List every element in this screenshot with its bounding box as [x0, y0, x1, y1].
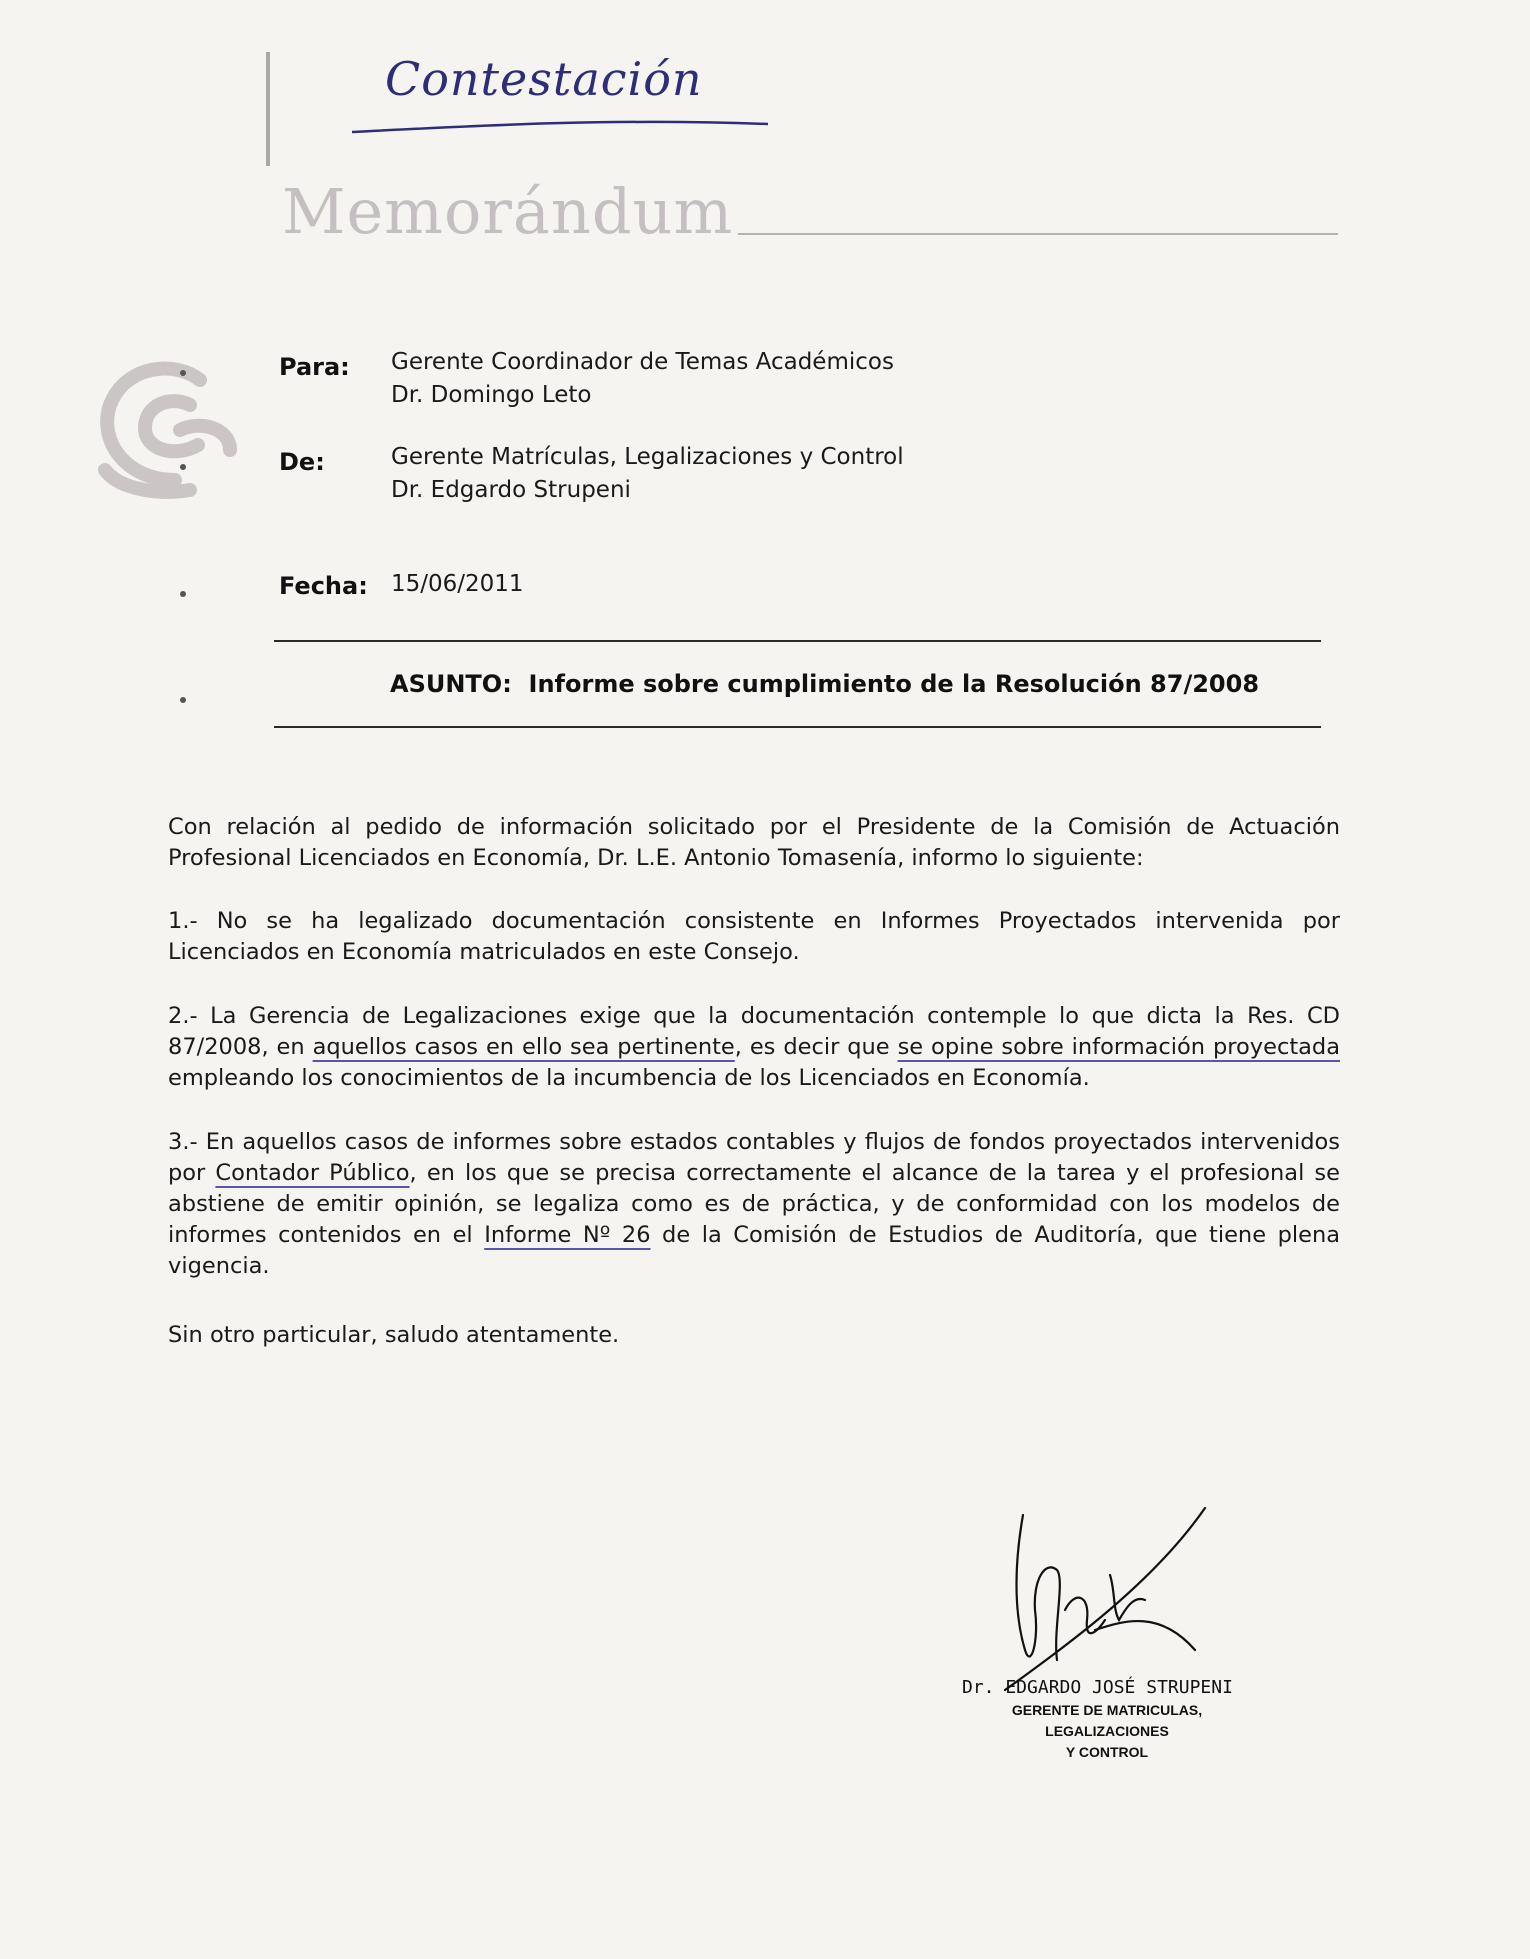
para-label: Para:: [279, 353, 350, 381]
margin-dot: [180, 591, 186, 597]
highlight-informe-26: Informe Nº 26: [484, 1222, 651, 1248]
de-line-1: Gerente Matrículas, Legalizaciones y Control: [391, 444, 904, 470]
asunto-bottom-rule: [274, 726, 1321, 728]
paragraph-3-text-b: , en los que se precisa correctamente el alcance de la tarea y el profesional se abstiene de emitir opinión, se legaliza como es de práctica, y de conformidad con los modelos de informes contenidos en el: [168, 1160, 1340, 1248]
institution-logo-icon: [80, 350, 250, 500]
signatory-title-line-1: GERENTE DE MATRICULAS, LEGALIZACIONES: [1011, 1702, 1203, 1739]
paragraph-3-text-c: de la Comisión de Estudios de Auditoría, que tiene plena vigencia.: [168, 1222, 1340, 1279]
de-label: De:: [279, 448, 325, 476]
margin-mark: [266, 52, 270, 166]
paragraph-2-text-a: 2.- La Gerencia de Legalizaciones exige que la documentación contemple lo que dicta la Res. CD 87/2008, en: [168, 1003, 1340, 1060]
paragraph-1: 1.- No se ha legalizado documentación consistente en Informes Proyectados intervenida por Licenciados en Economía matriculados en este Consejo.: [168, 908, 1340, 965]
paragraph-2-text-b: , es decir que: [734, 1034, 898, 1060]
highlight-contador-publico: Contador Público: [215, 1160, 410, 1186]
para-value: [391, 346, 894, 412]
paragraph-2: [168, 1001, 1340, 1094]
fecha-value: 15/06/2011: [391, 571, 524, 597]
fecha-label: Fecha:: [279, 572, 368, 600]
highlight-informacion-proyectada: se opine sobre información proyectada: [897, 1034, 1341, 1060]
margin-dot: [180, 697, 186, 703]
signatory-title: [962, 1700, 1252, 1763]
asunto-label: ASUNTO:: [390, 670, 512, 698]
paragraph-2-text-c: empleando los conocimientos de la incumbencia de los Licenciados en Economía.: [168, 1065, 1090, 1091]
de-line-2: Dr. Edgardo Strupeni: [391, 477, 631, 503]
paragraph-3: [168, 1127, 1340, 1282]
signatory-title-line-2: Y CONTROL: [1065, 1744, 1149, 1760]
handwritten-underline: [350, 112, 770, 138]
memo-title: Memorándum: [282, 175, 734, 248]
handwritten-annotation: Contestación: [385, 52, 703, 106]
asunto: [390, 670, 1259, 698]
para-line-2: Dr. Domingo Leto: [391, 382, 592, 408]
margin-dot: [180, 464, 186, 470]
intro-paragraph: Con relación al pedido de información solicitado por el Presidente de la Comisión de Actuación Profesional Licenciados en Economía, Dr. L.E. Antonio Tomasenía, informo lo siguiente:: [168, 814, 1340, 871]
title-rule: [738, 233, 1338, 235]
highlight-pertinente: aquellos casos en ello sea pertinente: [312, 1034, 735, 1060]
margin-dot: [180, 370, 186, 376]
de-value: [391, 441, 904, 507]
paragraph-3-text-a: 3.- En aquellos casos de informes sobre estados contables y flujos de fondos proyectados intervenidos por: [168, 1129, 1340, 1186]
asunto-text: Informe sobre cumplimiento de la Resolución 87/2008: [528, 670, 1260, 698]
para-line-1: Gerente Coordinador de Temas Académicos: [391, 349, 894, 375]
signatory-name: Dr. EDGARDO JOSÉ STRUPENI: [962, 1677, 1233, 1698]
handwritten-signature: [995, 1500, 1225, 1700]
closing-paragraph: Sin otro particular, saludo atentamente.: [168, 1322, 620, 1348]
asunto-top-rule: [274, 640, 1321, 642]
